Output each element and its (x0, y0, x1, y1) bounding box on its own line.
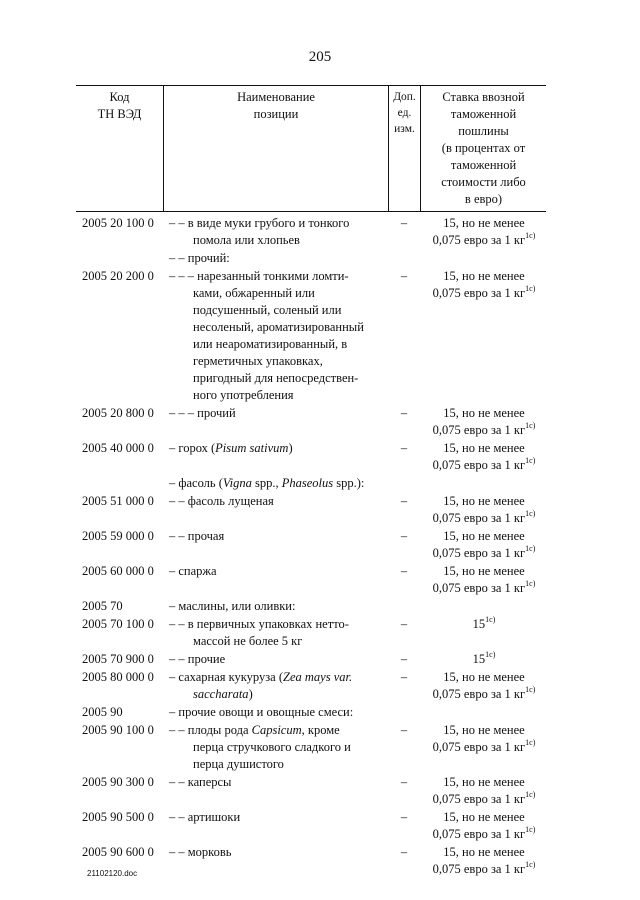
footnote-mark: 1с) (525, 455, 536, 465)
description-line (169, 353, 386, 370)
rate-text: 15, но не менее (443, 564, 525, 578)
rate-text: 15, но не менее (443, 406, 525, 420)
page-number: 205 (308, 49, 332, 65)
rate-text: 0,075 евро за 1 кг (432, 687, 526, 701)
description-text: пригодный для непосредствен- (193, 371, 359, 385)
description-line (169, 844, 386, 861)
header-code-line: ТН ВЭД (97, 107, 142, 121)
description-text: – – плоды рода (169, 723, 252, 737)
description-line (169, 232, 386, 249)
row-unit: – (400, 670, 408, 684)
row-rate (420, 440, 546, 474)
row-rate (420, 809, 546, 843)
header-rate-line: таможенной (450, 158, 517, 172)
row-description (163, 669, 388, 703)
header-unit (388, 86, 420, 211)
row-code: 2005 90 300 0 (82, 775, 154, 789)
description-line (169, 319, 386, 336)
rate-line (422, 616, 546, 633)
description-text: – сахарная кукуруза ( (169, 670, 284, 684)
description-text: или неароматизированный, в (193, 337, 348, 351)
header-code (76, 86, 163, 211)
rate-line (422, 268, 546, 285)
footnote-mark: 1с) (485, 614, 496, 624)
row-rate (420, 215, 546, 249)
row-code (76, 475, 163, 492)
rate-line (422, 861, 546, 878)
description-line (169, 250, 386, 267)
row-unit: – (400, 494, 408, 508)
table-row (76, 597, 546, 615)
rate-line (422, 686, 546, 703)
row-unit: – (400, 564, 408, 578)
header-rate-line: Ставка ввозной (442, 90, 525, 104)
rate-line (422, 232, 546, 249)
row-unit: – (400, 810, 408, 824)
row-unit: – (400, 441, 408, 455)
row-code: 2005 90 100 0 (82, 723, 154, 737)
description-line (169, 633, 386, 650)
row-unit (388, 250, 420, 267)
description-line (169, 598, 386, 615)
description-line (169, 563, 386, 580)
row-unit: – (400, 723, 408, 737)
description-text: ) (248, 687, 253, 701)
footnote-mark: 1с) (485, 649, 496, 659)
rate-line (422, 669, 546, 686)
rate-line (422, 844, 546, 861)
rate-line (422, 422, 546, 439)
table-row (76, 404, 546, 439)
description-text: перца душистого (193, 757, 284, 771)
row-code (76, 250, 163, 267)
header-rate-line: пошлины (458, 124, 509, 138)
footnote-mark: 1с) (525, 420, 536, 430)
latin-name: Pisum sativum (215, 441, 289, 455)
table-row (76, 562, 546, 597)
rate-text: 15, но не менее (443, 810, 525, 824)
rate-text: 0,075 евро за 1 кг (432, 581, 526, 595)
description-line (169, 215, 386, 232)
description-text: – – прочие (169, 652, 226, 666)
description-line (169, 756, 386, 773)
rate-line (422, 722, 546, 739)
footnote-mark: 1с) (525, 508, 536, 518)
rate-line (422, 457, 546, 474)
row-code: 2005 51 000 0 (82, 494, 154, 508)
table-row (76, 249, 546, 267)
row-code: 2005 59 000 0 (82, 529, 154, 543)
row-rate (420, 704, 546, 721)
rate-text: 15 (472, 652, 486, 666)
row-rate (420, 475, 546, 492)
table-body (76, 214, 546, 878)
row-code: 2005 70 100 0 (82, 617, 154, 631)
header-rate-line: таможенной (450, 107, 517, 121)
description-text: , кроме (301, 723, 340, 737)
row-code: 2005 20 800 0 (82, 406, 154, 420)
description-text: герметичных упаковках, (193, 354, 323, 368)
rate-text: 15, но не менее (443, 723, 525, 737)
footnote-mark: 1с) (525, 543, 536, 553)
rate-text: 0,075 евро за 1 кг (432, 862, 526, 876)
table-row (76, 843, 546, 878)
rate-text: 0,075 евро за 1 кг (432, 423, 526, 437)
footnote-mark: 1с) (525, 737, 536, 747)
row-description (163, 250, 388, 267)
row-description (163, 809, 388, 843)
row-code: 2005 90 (82, 705, 123, 719)
table-row (76, 668, 546, 703)
rate-line (422, 563, 546, 580)
header-name (163, 86, 388, 211)
description-text: ками, обжаренный или (193, 286, 315, 300)
table-header (76, 85, 546, 212)
description-text: spp., (251, 476, 282, 490)
description-line (169, 686, 386, 703)
row-description (163, 268, 388, 404)
row-code: 2005 70 (82, 599, 123, 613)
row-unit: – (400, 269, 408, 283)
row-description (163, 616, 388, 650)
header-unit-line: изм. (394, 123, 415, 135)
rate-line (422, 440, 546, 457)
footnote-mark: 1с) (525, 283, 536, 293)
row-rate (420, 405, 546, 439)
row-rate (420, 774, 546, 808)
rate-line (422, 528, 546, 545)
table-row (76, 721, 546, 773)
rate-line (422, 774, 546, 791)
header-code-line: Код (109, 90, 130, 104)
row-rate (420, 250, 546, 267)
rate-line (422, 580, 546, 597)
description-text: spp.): (333, 476, 365, 490)
latin-name: Phaseolus (281, 476, 334, 490)
rate-text: 15, но не менее (443, 670, 525, 684)
rate-text: 0,075 евро за 1 кг (432, 286, 526, 300)
description-line (169, 387, 386, 404)
header-rate-line: (в процентах от (441, 141, 526, 155)
rate-line (422, 215, 546, 232)
row-code: 2005 80 000 0 (82, 670, 154, 684)
description-text: – – каперсы (169, 775, 232, 789)
description-text: – – в виде муки грубого и тонкого (169, 216, 350, 230)
rate-line (422, 791, 546, 808)
description-line (169, 405, 386, 422)
description-text: – – в первичных упаковках нетто- (169, 617, 349, 631)
rate-text: 15 (472, 617, 486, 631)
table-row (76, 439, 546, 474)
description-line (169, 336, 386, 353)
latin-name: Zea mays var. (283, 670, 353, 684)
rate-text: 15, но не менее (443, 845, 525, 859)
rate-line (422, 809, 546, 826)
description-text: массой не более 5 кг (193, 634, 303, 648)
rate-line (422, 545, 546, 562)
rate-text: 0,075 евро за 1 кг (432, 233, 526, 247)
rate-text: 0,075 евро за 1 кг (432, 792, 526, 806)
table-row (76, 615, 546, 650)
rate-text: 15, но не менее (443, 494, 525, 508)
row-description (163, 528, 388, 562)
table-row (76, 703, 546, 721)
row-rate (420, 616, 546, 650)
row-rate (420, 651, 546, 668)
table-row (76, 267, 546, 404)
rate-line (422, 651, 546, 668)
description-text: – – прочая (169, 529, 225, 543)
row-unit: – (400, 216, 408, 230)
rate-text: 0,075 евро за 1 кг (432, 458, 526, 472)
description-text: ) (288, 441, 293, 455)
description-text: – – артишоки (169, 810, 241, 824)
row-rate (420, 722, 546, 773)
description-line (169, 493, 386, 510)
row-unit: – (400, 617, 408, 631)
description-line (169, 285, 386, 302)
row-rate (420, 268, 546, 404)
description-text: – маслины, или оливки: (169, 599, 296, 613)
rate-text: 0,075 евро за 1 кг (432, 511, 526, 525)
row-code: 2005 90 600 0 (82, 845, 154, 859)
row-code: 2005 70 900 0 (82, 652, 154, 666)
description-line (169, 616, 386, 633)
latin-name: saccharata (193, 687, 249, 701)
description-text: – – прочий: (169, 251, 230, 265)
table-row (76, 474, 546, 492)
header-unit-line: Доп. (393, 91, 416, 103)
rate-text: 0,075 евро за 1 кг (432, 827, 526, 841)
row-unit (388, 475, 420, 492)
description-line (169, 704, 386, 721)
tariff-table (76, 85, 546, 878)
description-line (169, 722, 386, 739)
row-unit: – (400, 845, 408, 859)
rate-text: 15, но не менее (443, 775, 525, 789)
row-rate (420, 528, 546, 562)
row-rate (420, 844, 546, 878)
table-row (76, 214, 546, 249)
rate-line (422, 510, 546, 527)
footnote-mark: 1с) (525, 684, 536, 694)
description-text: – – фасоль лущеная (169, 494, 274, 508)
header-name-line: позиции (253, 107, 299, 121)
rate-text: 0,075 евро за 1 кг (432, 546, 526, 560)
description-text: несоленый, ароматизированный (193, 320, 364, 334)
header-unit-line: ед. (397, 107, 412, 119)
row-rate (420, 563, 546, 597)
row-description (163, 651, 388, 668)
description-line (169, 739, 386, 756)
rate-text: 0,075 евро за 1 кг (432, 740, 526, 754)
row-unit (388, 704, 420, 721)
row-rate (420, 598, 546, 615)
row-description (163, 405, 388, 439)
rate-line (422, 739, 546, 756)
latin-name: Capsicum (251, 723, 302, 737)
description-line (169, 440, 386, 457)
row-unit: – (400, 775, 408, 789)
row-rate (420, 493, 546, 527)
row-code: 2005 90 500 0 (82, 810, 154, 824)
footnote-mark: 1с) (525, 859, 536, 869)
row-unit: – (400, 652, 408, 666)
rate-line (422, 285, 546, 302)
description-text: перца стручкового сладкого и (193, 740, 351, 754)
row-description (163, 774, 388, 808)
description-text: – фасоль ( (169, 476, 223, 490)
latin-name: Vigna (222, 476, 252, 490)
row-description (163, 475, 388, 492)
description-line (169, 774, 386, 791)
table-row (76, 808, 546, 843)
description-text: – – – прочий (169, 406, 236, 420)
footnote-mark: 1с) (525, 789, 536, 799)
rate-text: 15, но не менее (443, 216, 525, 230)
description-line (169, 669, 386, 686)
description-line (169, 528, 386, 545)
rate-line (422, 826, 546, 843)
row-rate (420, 669, 546, 703)
description-line (169, 809, 386, 826)
rate-line (422, 405, 546, 422)
row-code: 2005 20 200 0 (82, 269, 154, 283)
description-text: – горох ( (169, 441, 216, 455)
table-row (76, 650, 546, 668)
rate-text: 15, но не менее (443, 441, 525, 455)
row-code: 2005 20 100 0 (82, 216, 154, 230)
description-text: подсушенный, соленый или (193, 303, 342, 317)
header-rate (420, 86, 546, 211)
description-text: – прочие овощи и овощные смеси: (169, 705, 354, 719)
rate-line (422, 493, 546, 510)
header-rate-line: стоимости либо (441, 175, 526, 189)
row-code: 2005 40 000 0 (82, 441, 154, 455)
description-line (169, 302, 386, 319)
row-description (163, 493, 388, 527)
table-row (76, 527, 546, 562)
description-line (169, 268, 386, 285)
description-text: – – морковь (169, 845, 232, 859)
row-description (163, 722, 388, 773)
row-unit: – (400, 529, 408, 543)
footer-filename: 21102120.doc (87, 869, 138, 878)
rate-text: 15, но не менее (443, 269, 525, 283)
row-unit: – (400, 406, 408, 420)
table-row (76, 492, 546, 527)
row-description (163, 440, 388, 474)
description-text: – – – нарезанный тонкими ломти- (169, 269, 349, 283)
description-text: помола или хлопьев (193, 233, 300, 247)
footnote-mark: 1с) (525, 230, 536, 240)
description-line (169, 651, 386, 668)
table-row (76, 773, 546, 808)
header-rate-line: в евро) (464, 192, 503, 206)
description-line (169, 475, 386, 492)
row-code: 2005 60 000 0 (82, 564, 154, 578)
description-text: ного употребления (193, 388, 294, 402)
footnote-mark: 1с) (525, 824, 536, 834)
row-unit (388, 598, 420, 615)
row-description (163, 844, 388, 878)
description-line (169, 370, 386, 387)
footnote-mark: 1с) (525, 578, 536, 588)
header-name-line: Наименование (237, 90, 315, 104)
row-description (163, 598, 388, 615)
description-text: – спаржа (169, 564, 217, 578)
row-description (163, 215, 388, 249)
rate-text: 15, но не менее (443, 529, 525, 543)
row-description (163, 563, 388, 597)
row-description (163, 704, 388, 721)
